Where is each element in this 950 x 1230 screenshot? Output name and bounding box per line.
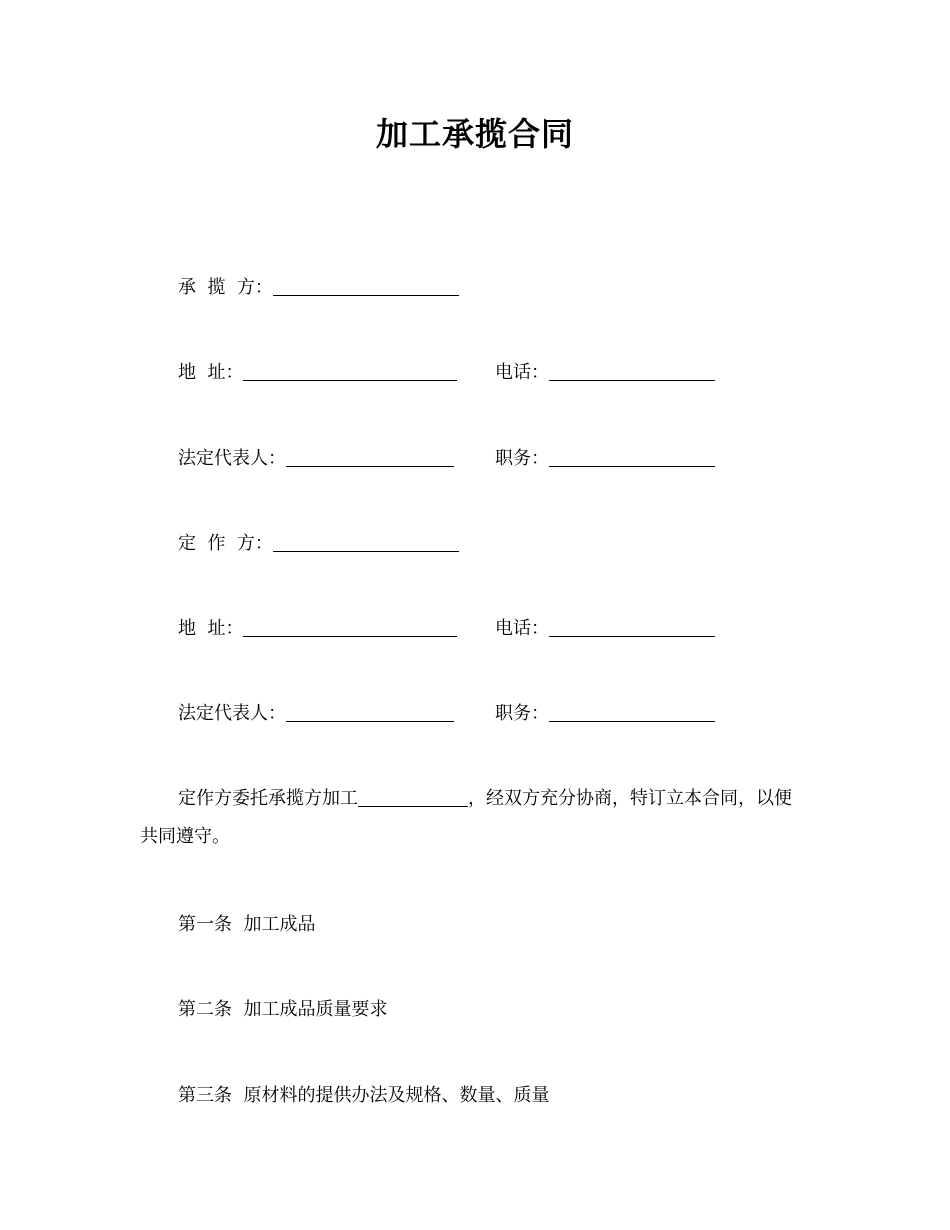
client-address-blank[interactable] <box>243 617 457 637</box>
client-party-row <box>178 532 459 556</box>
contractor-address-label: 地 址： <box>178 362 244 383</box>
preamble-paragraph <box>140 787 820 849</box>
client-position-blank[interactable] <box>549 702 715 722</box>
client-phone-label: 电话： <box>495 618 549 639</box>
contractor-rep-blank[interactable] <box>286 447 454 467</box>
contractor-position-blank[interactable] <box>549 447 715 467</box>
article-2: 第二条 加工成品质量要求 <box>178 999 388 1020</box>
contractor-party-row <box>178 276 459 300</box>
contractor-address-row <box>178 361 457 385</box>
contractor-address-blank[interactable] <box>243 361 457 381</box>
contractor-party-label: 承 揽 方： <box>178 277 273 298</box>
contractor-party-blank[interactable] <box>273 276 459 296</box>
document-title: 加工承揽合同 <box>375 115 574 153</box>
contractor-position-label: 职务： <box>495 448 549 469</box>
client-party-label: 定 作 方： <box>178 533 273 554</box>
contractor-phone-row <box>495 361 715 385</box>
client-phone-blank[interactable] <box>549 617 715 637</box>
client-phone-row <box>495 617 715 641</box>
client-position-label: 职务： <box>495 703 549 724</box>
client-position-row <box>495 702 715 726</box>
preamble-text-1: 定作方委托承揽方加工 <box>178 788 358 809</box>
contractor-rep-row <box>178 447 454 471</box>
article-3: 第三条 原材料的提供办法及规格、数量、质量 <box>178 1085 550 1106</box>
preamble-text-2: ，经双方充分协商，特订立本合同，以便 <box>468 788 792 809</box>
client-rep-label: 法定代表人： <box>178 703 286 724</box>
contractor-phone-label: 电话： <box>495 362 549 383</box>
client-rep-row <box>178 702 454 726</box>
processing-item-blank[interactable] <box>358 787 468 807</box>
contractor-position-row <box>495 447 715 471</box>
article-1: 第一条 加工成品 <box>178 914 316 935</box>
client-address-label: 地 址： <box>178 618 244 639</box>
contractor-rep-label: 法定代表人： <box>178 448 286 469</box>
preamble-text-3: 共同遵守。 <box>140 826 230 847</box>
client-rep-blank[interactable] <box>286 702 454 722</box>
contractor-phone-blank[interactable] <box>549 361 715 381</box>
client-address-row <box>178 617 457 641</box>
client-party-blank[interactable] <box>273 532 459 552</box>
